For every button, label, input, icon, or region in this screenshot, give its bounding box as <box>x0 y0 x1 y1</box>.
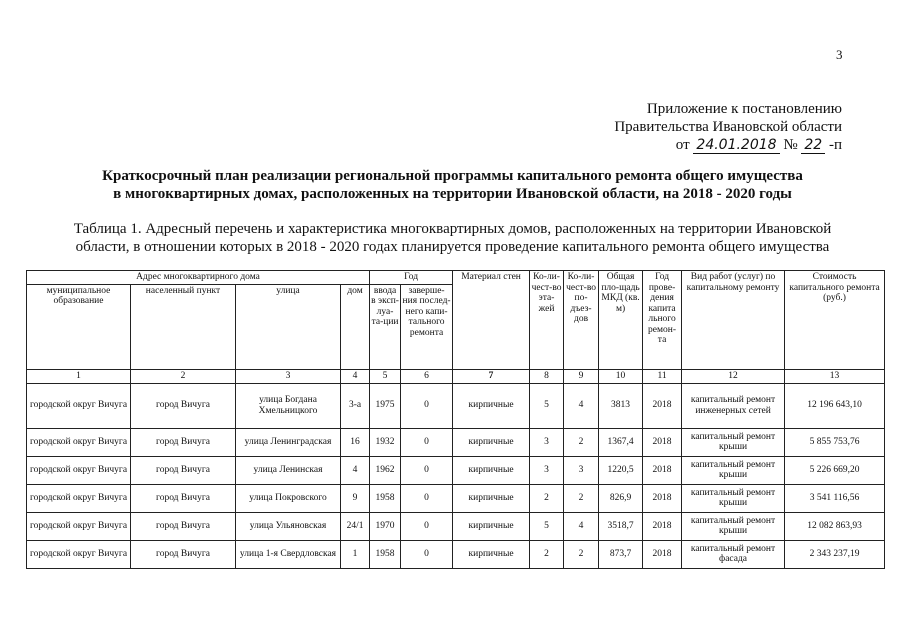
cell-last-repair: 0 <box>401 456 453 484</box>
cell-commissioned: 1958 <box>370 540 401 568</box>
table-row <box>27 428 885 456</box>
cell-cost: 2 343 237,19 <box>785 540 885 568</box>
cell-street: улица Покровского <box>236 484 341 512</box>
header-material: Материал стен <box>453 271 530 370</box>
index-cell: 4 <box>341 369 370 383</box>
cell-locality: город Вичуга <box>131 512 236 540</box>
cell-locality: город Вичуга <box>131 540 236 568</box>
cell-locality: город Вичуга <box>131 428 236 456</box>
cell-last-repair: 0 <box>401 512 453 540</box>
index-cell: 9 <box>564 369 599 383</box>
index-cell: 12 <box>682 369 785 383</box>
appendix-line-2: Правительства Ивановской области <box>614 119 842 135</box>
cell-work-type: капитальный ремонт крыши <box>682 484 785 512</box>
column-index-row <box>27 369 885 383</box>
from-label: от <box>675 137 690 153</box>
cell-entrances: 2 <box>564 484 599 512</box>
header-entrances: Ко-ли-чест-во по-дъез-дов <box>564 271 599 370</box>
header-street: улица <box>236 284 341 369</box>
cell-work-type: капитальный ремонт крыши <box>682 456 785 484</box>
cell-street: улица Ульяновская <box>236 512 341 540</box>
cell-locality: город Вичуга <box>131 456 236 484</box>
cell-house: 3-а <box>341 383 370 428</box>
table-row <box>27 383 885 428</box>
number-label: № <box>783 137 798 153</box>
cell-street: улица Богдана Хмельницкого <box>236 383 341 428</box>
appendix-header <box>614 100 842 154</box>
cell-municipality: городской округ Вичуга <box>27 540 131 568</box>
cell-street: улица 1-я Свердловская <box>236 540 341 568</box>
cell-material: кирпичные <box>453 456 530 484</box>
cell-material: кирпичные <box>453 484 530 512</box>
cell-house: 9 <box>341 484 370 512</box>
cell-cost: 12 082 863,93 <box>785 512 885 540</box>
cell-last-repair: 0 <box>401 540 453 568</box>
cell-municipality: городской округ Вичуга <box>27 383 131 428</box>
cell-work-type: капитальный ремонт инженерных сетей <box>682 383 785 428</box>
header-last-repair: заверше-ния послед-него капи-тального ремонта <box>401 284 453 369</box>
cell-last-repair: 0 <box>401 484 453 512</box>
cell-area: 873,7 <box>599 540 643 568</box>
cell-commissioned: 1958 <box>370 484 401 512</box>
cell-work-type: капитальный ремонт крыши <box>682 512 785 540</box>
table-row <box>27 484 885 512</box>
cell-work-type: капитальный ремонт фасада <box>682 540 785 568</box>
cell-work-type: капитальный ремонт крыши <box>682 428 785 456</box>
cell-material: кирпичные <box>453 540 530 568</box>
cell-street: улица Ленинская <box>236 456 341 484</box>
appendix-line-1: Приложение к постановлению <box>646 101 842 117</box>
cell-floors: 5 <box>530 512 564 540</box>
cell-material: кирпичные <box>453 512 530 540</box>
cell-cost: 5 855 753,76 <box>785 428 885 456</box>
cell-house: 24/1 <box>341 512 370 540</box>
cell-entrances: 4 <box>564 512 599 540</box>
index-cell: 6 <box>401 369 453 383</box>
table-row <box>27 456 885 484</box>
cell-repair-year: 2018 <box>643 456 682 484</box>
index-cell: 2 <box>131 369 236 383</box>
cell-commissioned: 1975 <box>370 383 401 428</box>
index-cell: 1 <box>27 369 131 383</box>
cell-last-repair: 0 <box>401 383 453 428</box>
cell-entrances: 4 <box>564 383 599 428</box>
cell-entrances: 2 <box>564 540 599 568</box>
cell-floors: 2 <box>530 540 564 568</box>
cell-material: кирпичные <box>453 383 530 428</box>
header-year-group: Год <box>370 271 453 285</box>
cell-cost: 3 541 116,56 <box>785 484 885 512</box>
cell-last-repair: 0 <box>401 428 453 456</box>
cell-repair-year: 2018 <box>643 484 682 512</box>
header-repair-year: Год прове-дения капита льного ремон-та <box>643 271 682 370</box>
cell-commissioned: 1932 <box>370 428 401 456</box>
caption-line-2: области, в отношении которых в 2018 - 2020 годах планируется проведение капитального ремонта общего имущества <box>75 239 830 255</box>
header-locality: населенный пункт <box>131 284 236 369</box>
header-area: Общая пло-щадь МКД (кв. м) <box>599 271 643 370</box>
caption-line-1: Таблица 1. Адресный перечень и характеристика многоквартирных домов, расположенных на территории Ивановской <box>73 221 832 237</box>
table-row <box>27 540 885 568</box>
page-number: 3 <box>836 47 843 62</box>
cell-floors: 3 <box>530 428 564 456</box>
cell-area: 826,9 <box>599 484 643 512</box>
cell-area: 3813 <box>599 383 643 428</box>
header-work-type: Вид работ (услуг) по капитальному ремонту <box>682 271 785 370</box>
cell-locality: город Вичуга <box>131 383 236 428</box>
index-cell: 7 <box>453 369 530 383</box>
cell-municipality: городской округ Вичуга <box>27 512 131 540</box>
table-row <box>27 512 885 540</box>
cell-municipality: городской округ Вичуга <box>27 428 131 456</box>
decree-number: 22 <box>801 137 825 154</box>
cell-material: кирпичные <box>453 428 530 456</box>
cell-floors: 3 <box>530 456 564 484</box>
cell-house: 1 <box>341 540 370 568</box>
index-cell: 10 <box>599 369 643 383</box>
header-address-group: Адрес многоквартирного дома <box>27 271 370 285</box>
index-cell: 5 <box>370 369 401 383</box>
appendix-line-3 <box>614 136 842 154</box>
cell-house: 16 <box>341 428 370 456</box>
cell-area: 1367,4 <box>599 428 643 456</box>
index-cell: 11 <box>643 369 682 383</box>
title-line-2: в многоквартирных домах, расположенных на территории Ивановской области, на 2018 - 2020 годы <box>113 186 792 202</box>
cell-house: 4 <box>341 456 370 484</box>
cell-cost: 5 226 669,20 <box>785 456 885 484</box>
cell-repair-year: 2018 <box>643 383 682 428</box>
cell-floors: 2 <box>530 484 564 512</box>
title-line-1: Краткосрочный план реализации региональной программы капитального ремонта общего имущества <box>102 168 803 184</box>
cell-locality: город Вичуга <box>131 484 236 512</box>
index-cell: 3 <box>236 369 341 383</box>
cell-repair-year: 2018 <box>643 512 682 540</box>
cell-area: 3518,7 <box>599 512 643 540</box>
cell-repair-year: 2018 <box>643 540 682 568</box>
cell-floors: 5 <box>530 383 564 428</box>
header-house: дом <box>341 284 370 369</box>
cell-entrances: 3 <box>564 456 599 484</box>
number-suffix: -п <box>828 137 842 153</box>
index-cell: 13 <box>785 369 885 383</box>
cell-area: 1220,5 <box>599 456 643 484</box>
cell-cost: 12 196 643,10 <box>785 383 885 428</box>
header-floors: Ко-ли-чест-во эта-жей <box>530 271 564 370</box>
cell-municipality: городской округ Вичуга <box>27 484 131 512</box>
cell-municipality: городской округ Вичуга <box>27 456 131 484</box>
table-caption <box>0 220 905 256</box>
header-row-1 <box>27 271 885 285</box>
decree-date: 24.01.2018 <box>693 137 779 154</box>
cell-repair-year: 2018 <box>643 428 682 456</box>
header-cost: Стоимость капитального ремонта (руб.) <box>785 271 885 370</box>
cell-street: улица Ленинградская <box>236 428 341 456</box>
cell-entrances: 2 <box>564 428 599 456</box>
header-municipality: муниципальное образование <box>27 284 131 369</box>
address-list-table <box>26 270 885 569</box>
document-title <box>0 167 905 203</box>
cell-commissioned: 1962 <box>370 456 401 484</box>
index-cell: 8 <box>530 369 564 383</box>
header-commissioned: ввода в эксп-луа-та-ции <box>370 284 401 369</box>
cell-commissioned: 1970 <box>370 512 401 540</box>
